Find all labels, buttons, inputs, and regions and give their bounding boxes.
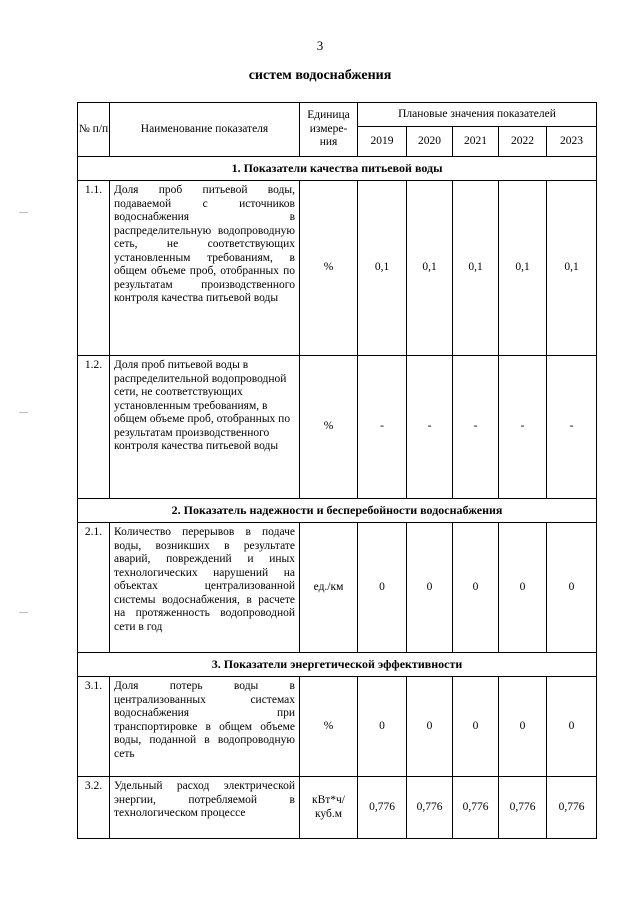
value-cell: 0,776 [547,777,597,839]
header-unit: Единица измере- ния [300,103,358,157]
value-cell: - [407,356,453,499]
row-number: 3.2. [78,777,110,839]
unit-cell: % [300,181,358,356]
value-cell: 0 [407,523,453,653]
row-number: 1.1. [78,181,110,356]
row-number: 2.1. [78,523,110,653]
value-cell: 0,776 [453,777,499,839]
value-cell: - [453,356,499,499]
row-number: 1.2. [78,356,110,499]
value-cell: 0 [407,677,453,777]
value-cell: 0,1 [358,181,407,356]
indicator-name: Удельный расход электрической энергии, потребляемой в технологическом процессе [110,777,300,839]
margin-mark [19,412,28,413]
section-row [78,157,597,181]
indicator-name: Доля проб питьевой воды, подаваемой с источников водоснабжения в распределительную водопроводную сеть, не соответствующих установленным требованиям, в общем объеме проб, отобранных по результатам производственного контроля качества питьевой воды [110,181,300,356]
unit-cell: кВт*ч/ куб.м [300,777,358,839]
value-cell: 0,1 [453,181,499,356]
section-title: 3. Показатели энергетической эффективности [78,653,597,677]
header-year: 2021 [453,127,499,157]
document-title: систем водоснабжения [248,68,392,83]
header-row [78,103,597,127]
unit-cell: % [300,356,358,499]
value-cell: 0,776 [407,777,453,839]
value-cell: 0 [499,523,547,653]
margin-mark [19,212,28,213]
unit-cell: ед./км [300,523,358,653]
indicator-name: Доля потерь воды в централизованных системах водоснабжения при транспортировке в общем объеме воды, поданной в водопроводную сеть [110,677,300,777]
value-cell: 0,776 [499,777,547,839]
header-year: 2020 [407,127,453,157]
value-cell: 0 [547,677,597,777]
header-num: № п/п [78,103,110,157]
page-number: 3 [316,38,324,53]
value-cell: 0 [358,523,407,653]
section-row [78,653,597,677]
header-year: 2022 [499,127,547,157]
value-cell: 0,1 [547,181,597,356]
header-plan: Плановые значения показателей [358,103,597,127]
table-row [78,523,597,653]
section-title: 1. Показатели качества питьевой воды [78,157,597,181]
unit-cell: % [300,677,358,777]
row-number: 3.1. [78,677,110,777]
section-title: 2. Показатель надежности и бесперебойности водоснабжения [78,499,597,523]
table-row [78,777,597,839]
table-row [78,181,597,356]
header-year: 2023 [547,127,597,157]
value-cell: 0,1 [407,181,453,356]
header-name: Наименование показателя [110,103,300,157]
value-cell: 0 [499,677,547,777]
value-cell: 0 [547,523,597,653]
header-year: 2019 [358,127,407,157]
value-cell: 0 [453,523,499,653]
value-cell: 0 [358,677,407,777]
indicator-name: Доля проб питьевой воды в распределительной водопроводной сети, не соответствующих установленным требованиям, в общем объеме проб, отобранных по результатам производственного контроля качества питьевой воды [110,356,300,499]
margin-mark [19,612,28,613]
value-cell: 0,1 [499,181,547,356]
table-row [78,677,597,777]
indicators-table [77,102,597,839]
section-row [78,499,597,523]
value-cell: - [547,356,597,499]
table-row [78,356,597,499]
indicator-name: Количество перерывов в подаче воды, возникших в результате аварий, повреждений и иных технологических нарушений на объектах централизованной системы водоснабжения, в расчете на протяженность водопроводной сети в год [110,523,300,653]
value-cell: - [499,356,547,499]
value-cell: 0 [453,677,499,777]
value-cell: 0,776 [358,777,407,839]
value-cell: - [358,356,407,499]
